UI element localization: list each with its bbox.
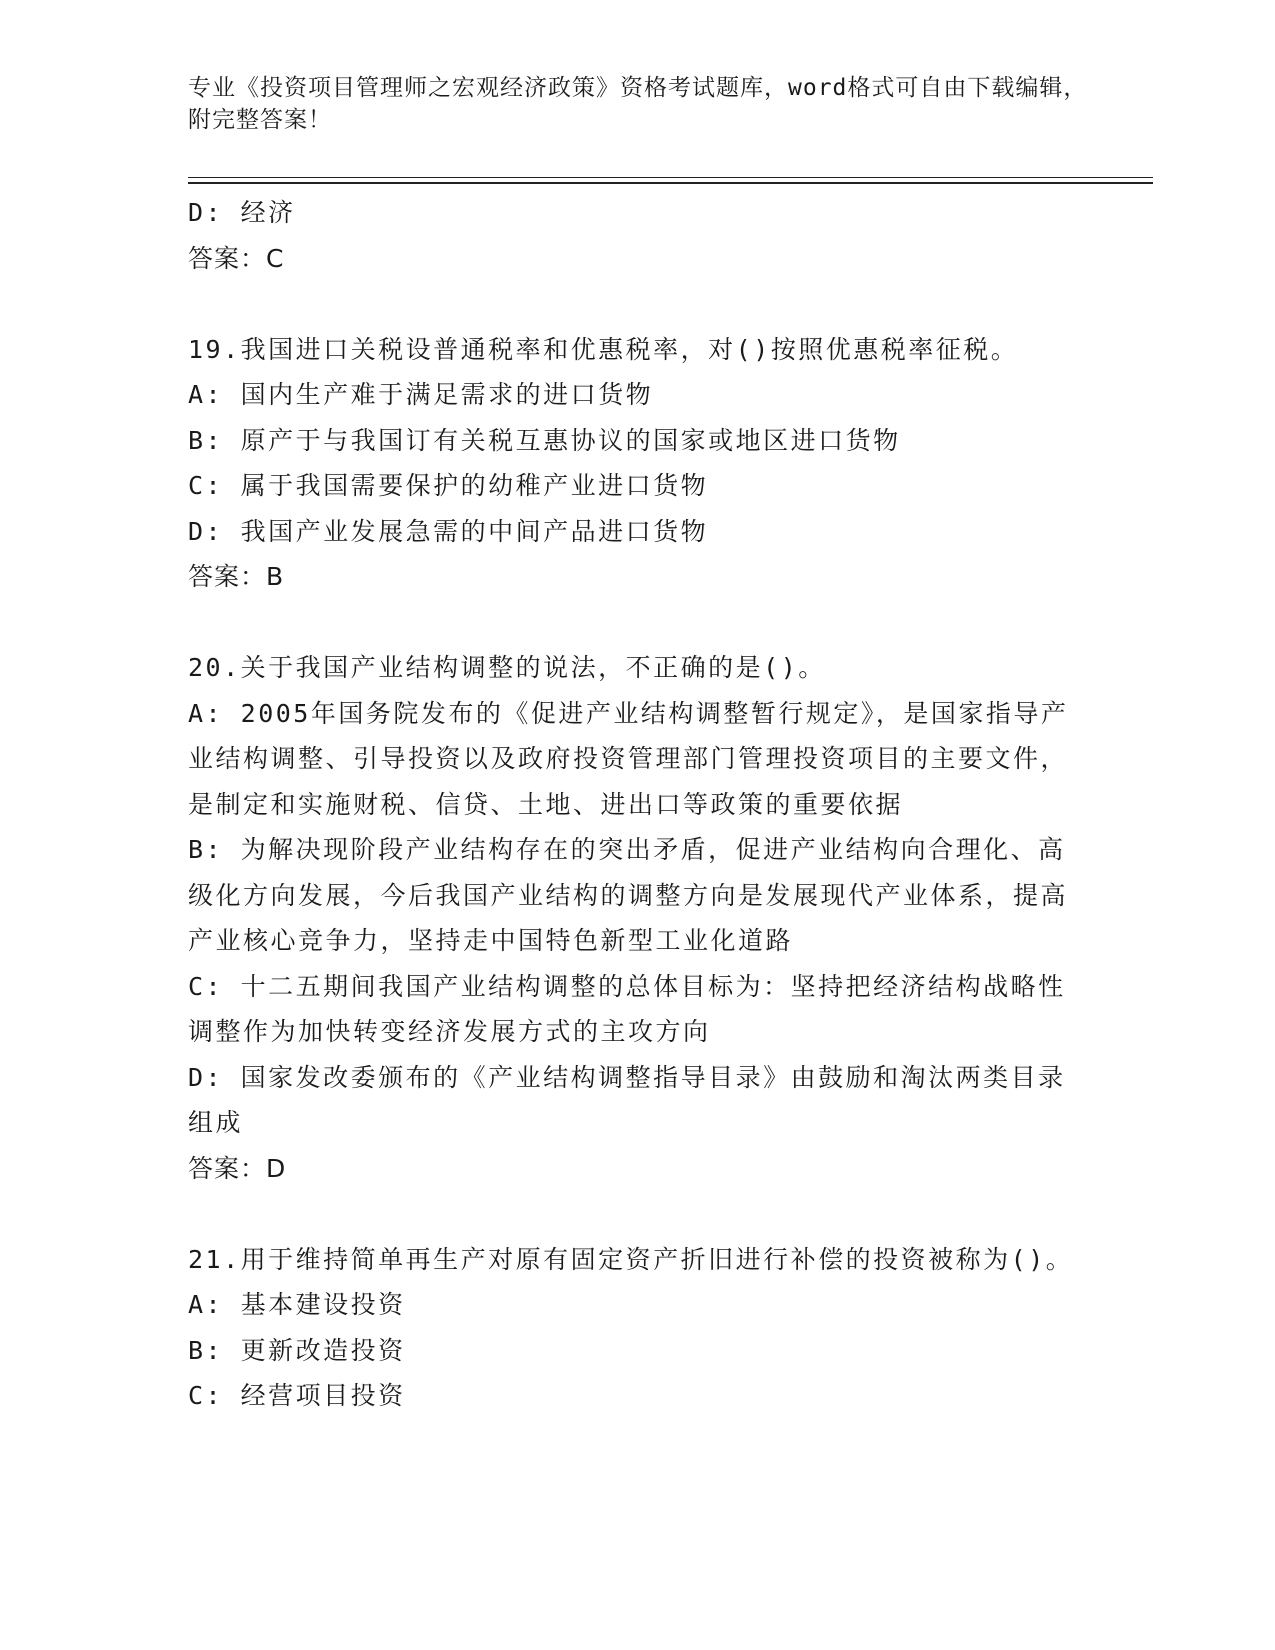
spacer	[188, 281, 1088, 327]
option-b: B: 为解决现阶段产业结构存在的突出矛盾，促进产业结构向合理化、高级化方向发展，今后我国产业结构的调整方向是发展现代产业体系，提高产业核心竞争力，坚持走中国特色新型工业化道路	[188, 835, 1069, 955]
question-list	[188, 190, 1088, 1419]
answer: 答案：C	[188, 243, 285, 273]
header-divider-thick	[188, 182, 1153, 184]
header-divider-thin	[188, 177, 1153, 178]
option-b: B: 原产于与我国订有关税互惠协议的国家或地区进口货物	[188, 425, 901, 455]
question-20	[188, 645, 1088, 1191]
option-d: D: 我国产业发展急需的中间产品进口货物	[188, 516, 709, 546]
option-c: C: 经营项目投资	[188, 1381, 406, 1410]
option-d: D: 经济	[188, 198, 296, 227]
question-18-tail	[188, 190, 1088, 281]
option-c: C: 十二五期间我国产业结构调整的总体目标为：坚持把经济结构战略性调整作为加快转变经济发展方式的主攻方向	[188, 971, 1066, 1046]
option-b: B: 更新改造投资	[188, 1335, 406, 1365]
option-d: D: 国家发改委颁布的《产业结构调整指导目录》由鼓励和淘汰两类目录组成	[188, 1062, 1066, 1137]
option-c: C: 属于我国需要保护的幼稚产业进口货物	[188, 471, 709, 500]
spacer	[188, 600, 1088, 646]
question-19	[188, 327, 1088, 600]
question-text: 19.我国进口关税设普通税率和优惠税率，对()按照优惠税率征税。	[188, 334, 1019, 364]
option-a: A: 基本建设投资	[188, 1290, 406, 1319]
answer: 答案：B	[188, 562, 285, 591]
document-header	[188, 72, 1088, 136]
option-a: A: 2005年国务院发布的《促进产业结构调整暂行规定》，是国家指导产业结构调整、引导投资以及政府投资管理部门管理投资项目的主要文件，是制定和实施财税、信贷、土地、进出口等政策的重要依据	[188, 698, 1069, 819]
header-text: 专业《投资项目管理师之宏观经济政策》资格考试题库，word格式可自由下载编辑，附完整答案！	[188, 75, 1088, 133]
question-21	[188, 1237, 1088, 1419]
question-text: 20.关于我国产业结构调整的说法，不正确的是()。	[188, 653, 826, 682]
question-text: 21.用于维持简单再生产对原有固定资产折旧进行补偿的投资被称为()。	[188, 1244, 1074, 1274]
spacer	[188, 1191, 1088, 1237]
answer: 答案：D	[188, 1153, 287, 1183]
option-a: A: 国内生产难于满足需求的进口货物	[188, 380, 654, 409]
